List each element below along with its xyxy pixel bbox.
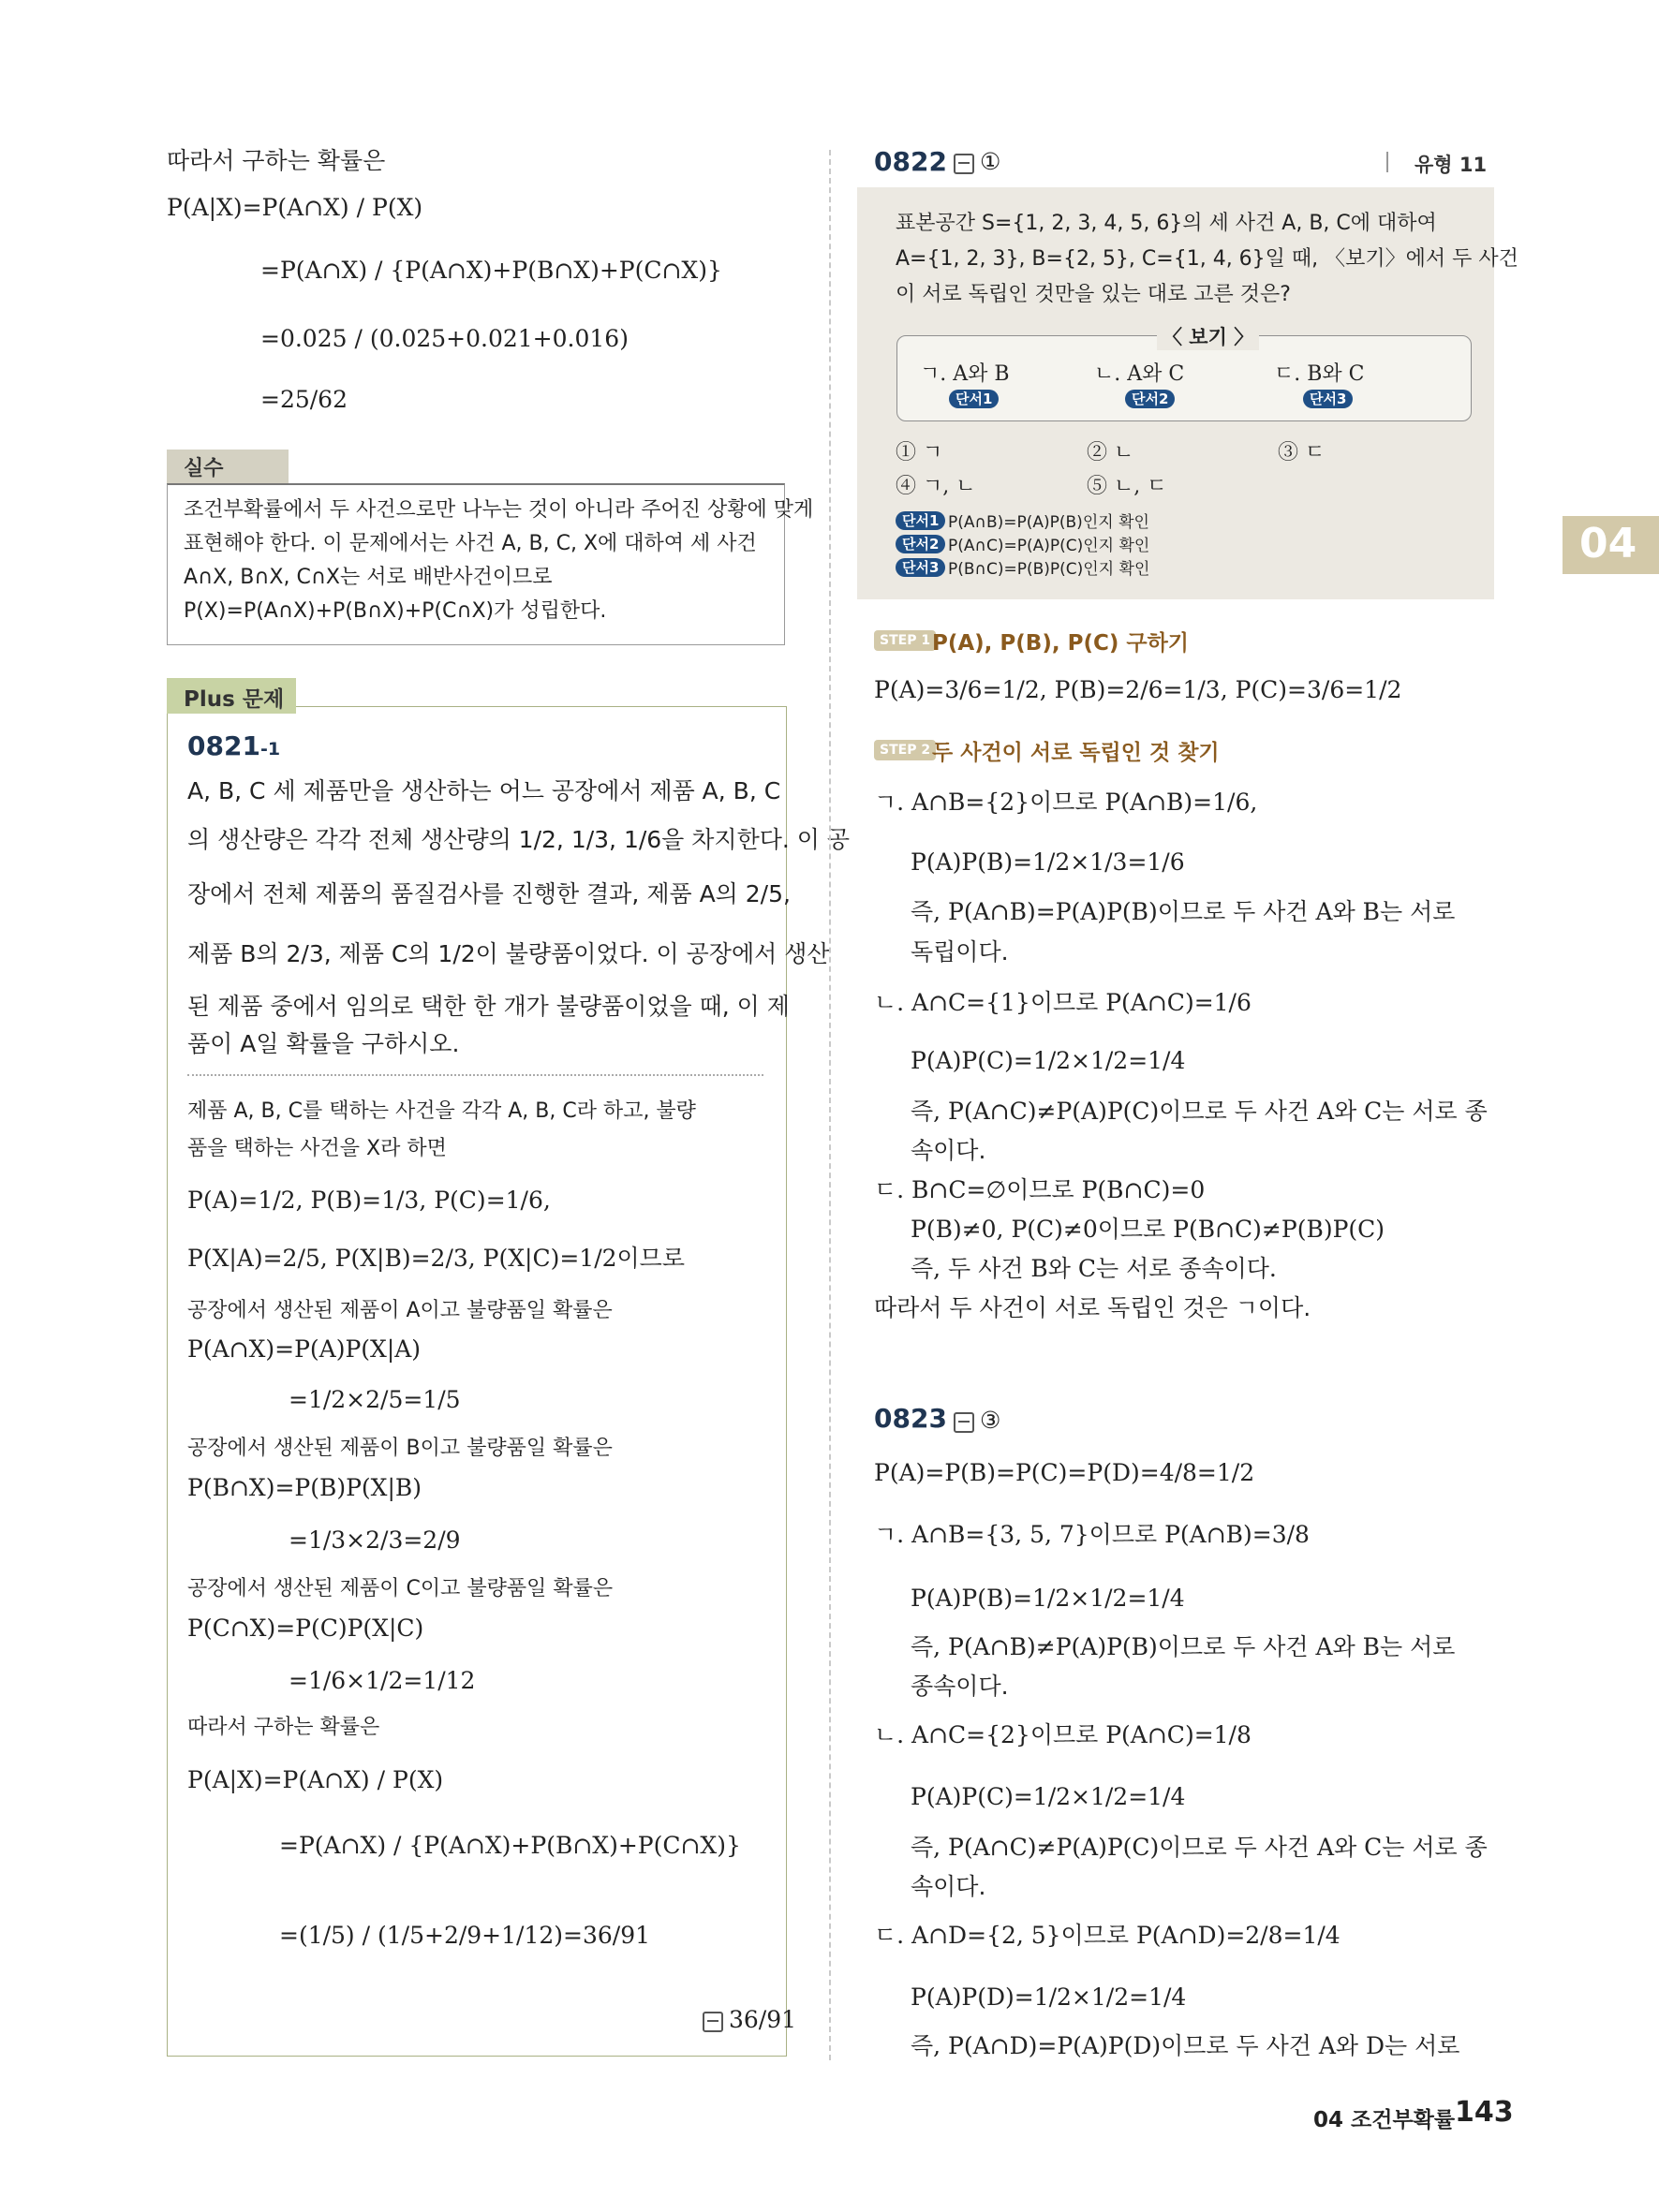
solution-line: 공장에서 생산된 제품이 A이고 불량품일 확률은 [187,1299,613,1322]
hint-badge: 단서3 [1303,390,1353,408]
problem-number: 0821-1 [187,730,281,761]
solution-line: P(A)=P(B)=P(C)=P(D)=4/8=1/2 [874,1459,1255,1486]
hint-badge: 단서2 [896,535,945,553]
mistake-check-tab [167,450,289,483]
eq-line: =P(A∩X) / {P(A∩X)+P(B∩X)+P(C∩X)} [260,257,722,284]
choice: ② ㄴ [1087,441,1134,465]
choice: ④ ㄱ, ㄴ [896,475,976,498]
solution-line: ㄱ. A∩B={3, 5, 7}이므로 P(A∩B)=3/8 [874,1521,1310,1548]
question-line: 이 서로 독립인 것만을 있는 대로 고른 것은? [896,283,1291,306]
problem-line: 품이 A일 확률을 구하시오. [187,1030,460,1057]
choice: ③ ㄷ [1278,441,1326,465]
problem-line: 제품 B의 2/3, 제품 C의 1/2이 불량품이었다. 이 공장에서 생산 [187,940,830,967]
eq-line: =25/62 [260,386,348,413]
answer-icon [954,1412,974,1433]
plus-problem-title: Plus 문제 [184,687,285,712]
problem-line: 의 생산량은 각각 전체 생산량의 1/2, 1/3, 1/6을 차지한다. 이 공 [187,826,851,853]
choice: ① ㄱ [896,441,943,465]
step2-title: 두 사건이 서로 독립인 것 찾기 [932,741,1220,765]
problem-line: 장에서 전체 제품의 품질검사를 진행한 결과, 제품 A의 2/5, [187,880,791,907]
solution-line: 공장에서 생산된 제품이 B이고 불량품일 확률은 [187,1437,613,1460]
problem-line: A, B, C 세 제품만을 생산하는 어느 공장에서 제품 A, B, C [187,777,781,804]
divider [187,1074,763,1076]
solution-line: P(X|A)=2/5, P(X|B)=2/3, P(X|C)=1/2이므로 [187,1245,685,1272]
solution-line: =P(A∩X) / {P(A∩X)+P(B∩X)+P(C∩X)} [279,1832,741,1859]
bogi-title: 〈 보기 〉 [1157,322,1259,350]
check-line: 표현해야 한다. 이 문제에서는 사건 A, B, C, X에 대하여 세 사건 [184,532,757,555]
solution-line: P(A)P(C)=1/2×1/2=1/4 [911,1047,1186,1074]
solution-line: 속이다. [911,1873,986,1900]
bogi-item: ㄱ. A와 B [920,362,1010,386]
hint-text: P(A∩C)=P(A)P(C)인지 확인 [948,537,1150,555]
intro-text: 따라서 구하는 확률은 [167,147,386,174]
hint-badge: 단서3 [896,558,945,577]
hint-badge: 단서2 [1125,390,1175,408]
bogi-item: ㄴ. A와 C [1094,362,1185,386]
plus-problem-tab [167,678,296,714]
check-line: P(X)=P(A∩X)+P(B∩X)+P(C∩X)가 성립한다. [184,599,607,623]
solution-line: 제품 A, B, C를 택하는 사건을 각각 A, B, C라 하고, 불량 [187,1099,696,1123]
solution-line: 즉, 두 사건 B와 C는 서로 종속이다. [911,1255,1277,1282]
solution-line: =1/3×2/3=2/9 [289,1526,461,1554]
eq-line: =0.025 / (0.025+0.021+0.016) [260,325,629,352]
step2-badge: STEP 2 [874,740,936,760]
choice: ⑤ ㄴ, ㄷ [1087,475,1167,498]
solution-line: ㄴ. A∩C={1}이므로 P(A∩C)=1/6 [874,989,1252,1016]
solution-line: 따라서 구하는 확률은 [187,1716,380,1739]
chapter-tab: 04 [1563,516,1659,574]
solution-line: P(A|X)=P(A∩X) / P(X) [187,1766,444,1793]
hint-text: P(B∩C)=P(B)P(C)인지 확인 [948,560,1150,579]
solution-line: 따라서 두 사건이 서로 독립인 것은 ㄱ이다. [874,1294,1311,1321]
answer: 36/91 [703,2004,796,2036]
solution-line: ㄷ. A∩D={2, 5}이므로 P(A∩D)=2/8=1/4 [874,1922,1341,1949]
page-number: 143 [1455,2096,1514,2129]
solution-line: 공장에서 생산된 제품이 C이고 불량품일 확률은 [187,1577,614,1600]
hint-badge: 단서1 [896,511,945,530]
type-label: 유형 11 [1415,154,1488,176]
question-0822-answer: ① [954,146,1000,178]
solution-line: ㄴ. A∩C={2}이므로 P(A∩C)=1/8 [874,1721,1252,1748]
solution-line: 즉, P(A∩C)≠P(A)P(C)이므로 두 사건 A와 C는 서로 종 [911,1834,1488,1861]
solution-line: 종속이다. [911,1673,1009,1700]
solution-line: =1/2×2/5=1/5 [289,1386,461,1413]
solution-line: 속이다. [911,1137,986,1164]
solution-line: =1/6×1/2=1/12 [289,1667,476,1694]
solution-line: 품을 택하는 사건을 X라 하면 [187,1137,447,1160]
check-line: A∩X, B∩X, C∩X는 서로 배반사건이므로 [184,566,553,589]
solution-line: P(A)=1/2, P(B)=1/3, P(C)=1/6, [187,1187,551,1214]
solution-line: P(A)P(C)=1/2×1/2=1/4 [911,1783,1186,1810]
solution-line: P(C∩X)=P(C)P(X|C) [187,1615,424,1642]
solution-line: 즉, P(A∩D)=P(A)P(D)이므로 두 사건 A와 D는 서로 [911,2032,1460,2059]
solution-line: P(B∩X)=P(B)P(X|B) [187,1474,422,1501]
solution-line: ㄷ. B∩C=∅이므로 P(B∩C)=0 [874,1176,1206,1203]
step1-equation: P(A)=3/6=1/2, P(B)=2/6=1/3, P(C)=3/6=1/2 [874,676,1402,703]
solution-line: 독립이다. [911,938,1009,966]
answer-icon [703,2012,723,2032]
solution-line: P(A)P(D)=1/2×1/2=1/4 [911,1983,1187,2011]
footer-chapter-title: 04 조건부확률 [1313,2108,1456,2132]
question-line: 표본공간 S={1, 2, 3, 4, 5, 6}의 세 사건 A, B, C에 대하여 [896,212,1437,235]
solution-line: =(1/5) / (1/5+2/9+1/12)=36/91 [279,1922,651,1949]
solution-line: P(A)P(B)=1/2×1/2=1/4 [911,1585,1185,1612]
solution-line: P(A∩X)=P(A)P(X|A) [187,1335,422,1363]
type-divider [1386,152,1388,172]
solution-line: ㄱ. A∩B={2}이므로 P(A∩B)=1/6, [874,789,1258,816]
hint-badge: 단서1 [949,390,999,408]
step1-title: P(A), P(B), P(C) 구하기 [932,631,1190,656]
question-0823-answer: ③ [954,1405,1000,1437]
hint-text: P(A∩B)=P(A)P(B)인지 확인 [948,513,1149,532]
check-line: 조건부확률에서 두 사건으로만 나누는 것이 아니라 주어진 상황에 맞게 [184,498,814,522]
question-line: A={1, 2, 3}, B={2, 5}, C={1, 4, 6}일 때, 〈보기〉에서 두 사건 [896,247,1518,271]
solution-line: 즉, P(A∩C)≠P(A)P(C)이므로 두 사건 A와 C는 서로 종 [911,1098,1488,1125]
question-0823-number: 0823 [874,1403,947,1434]
mistake-check-title: 실수 [184,457,224,480]
solution-line: 즉, P(A∩B)≠P(A)P(B)이므로 두 사건 A와 B는 서로 [911,1633,1456,1660]
eq-line: P(A|X)=P(A∩X) / P(X) [167,194,423,221]
step1-badge: STEP 1 [874,630,936,651]
answer-icon [954,154,974,174]
problem-line: 된 제품 중에서 임의로 택한 한 개가 불량품이었을 때, 이 제 [187,993,790,1020]
solution-line: P(A)P(B)=1/2×1/3=1/6 [911,848,1185,876]
solution-line: P(B)≠0, P(C)≠0이므로 P(B∩C)≠P(B)P(C) [911,1216,1385,1243]
question-0822-number: 0822 [874,146,947,177]
column-divider [829,150,831,2060]
solution-line: 즉, P(A∩B)=P(A)P(B)이므로 두 사건 A와 B는 서로 [911,898,1456,925]
bogi-item: ㄷ. B와 C [1274,362,1365,386]
